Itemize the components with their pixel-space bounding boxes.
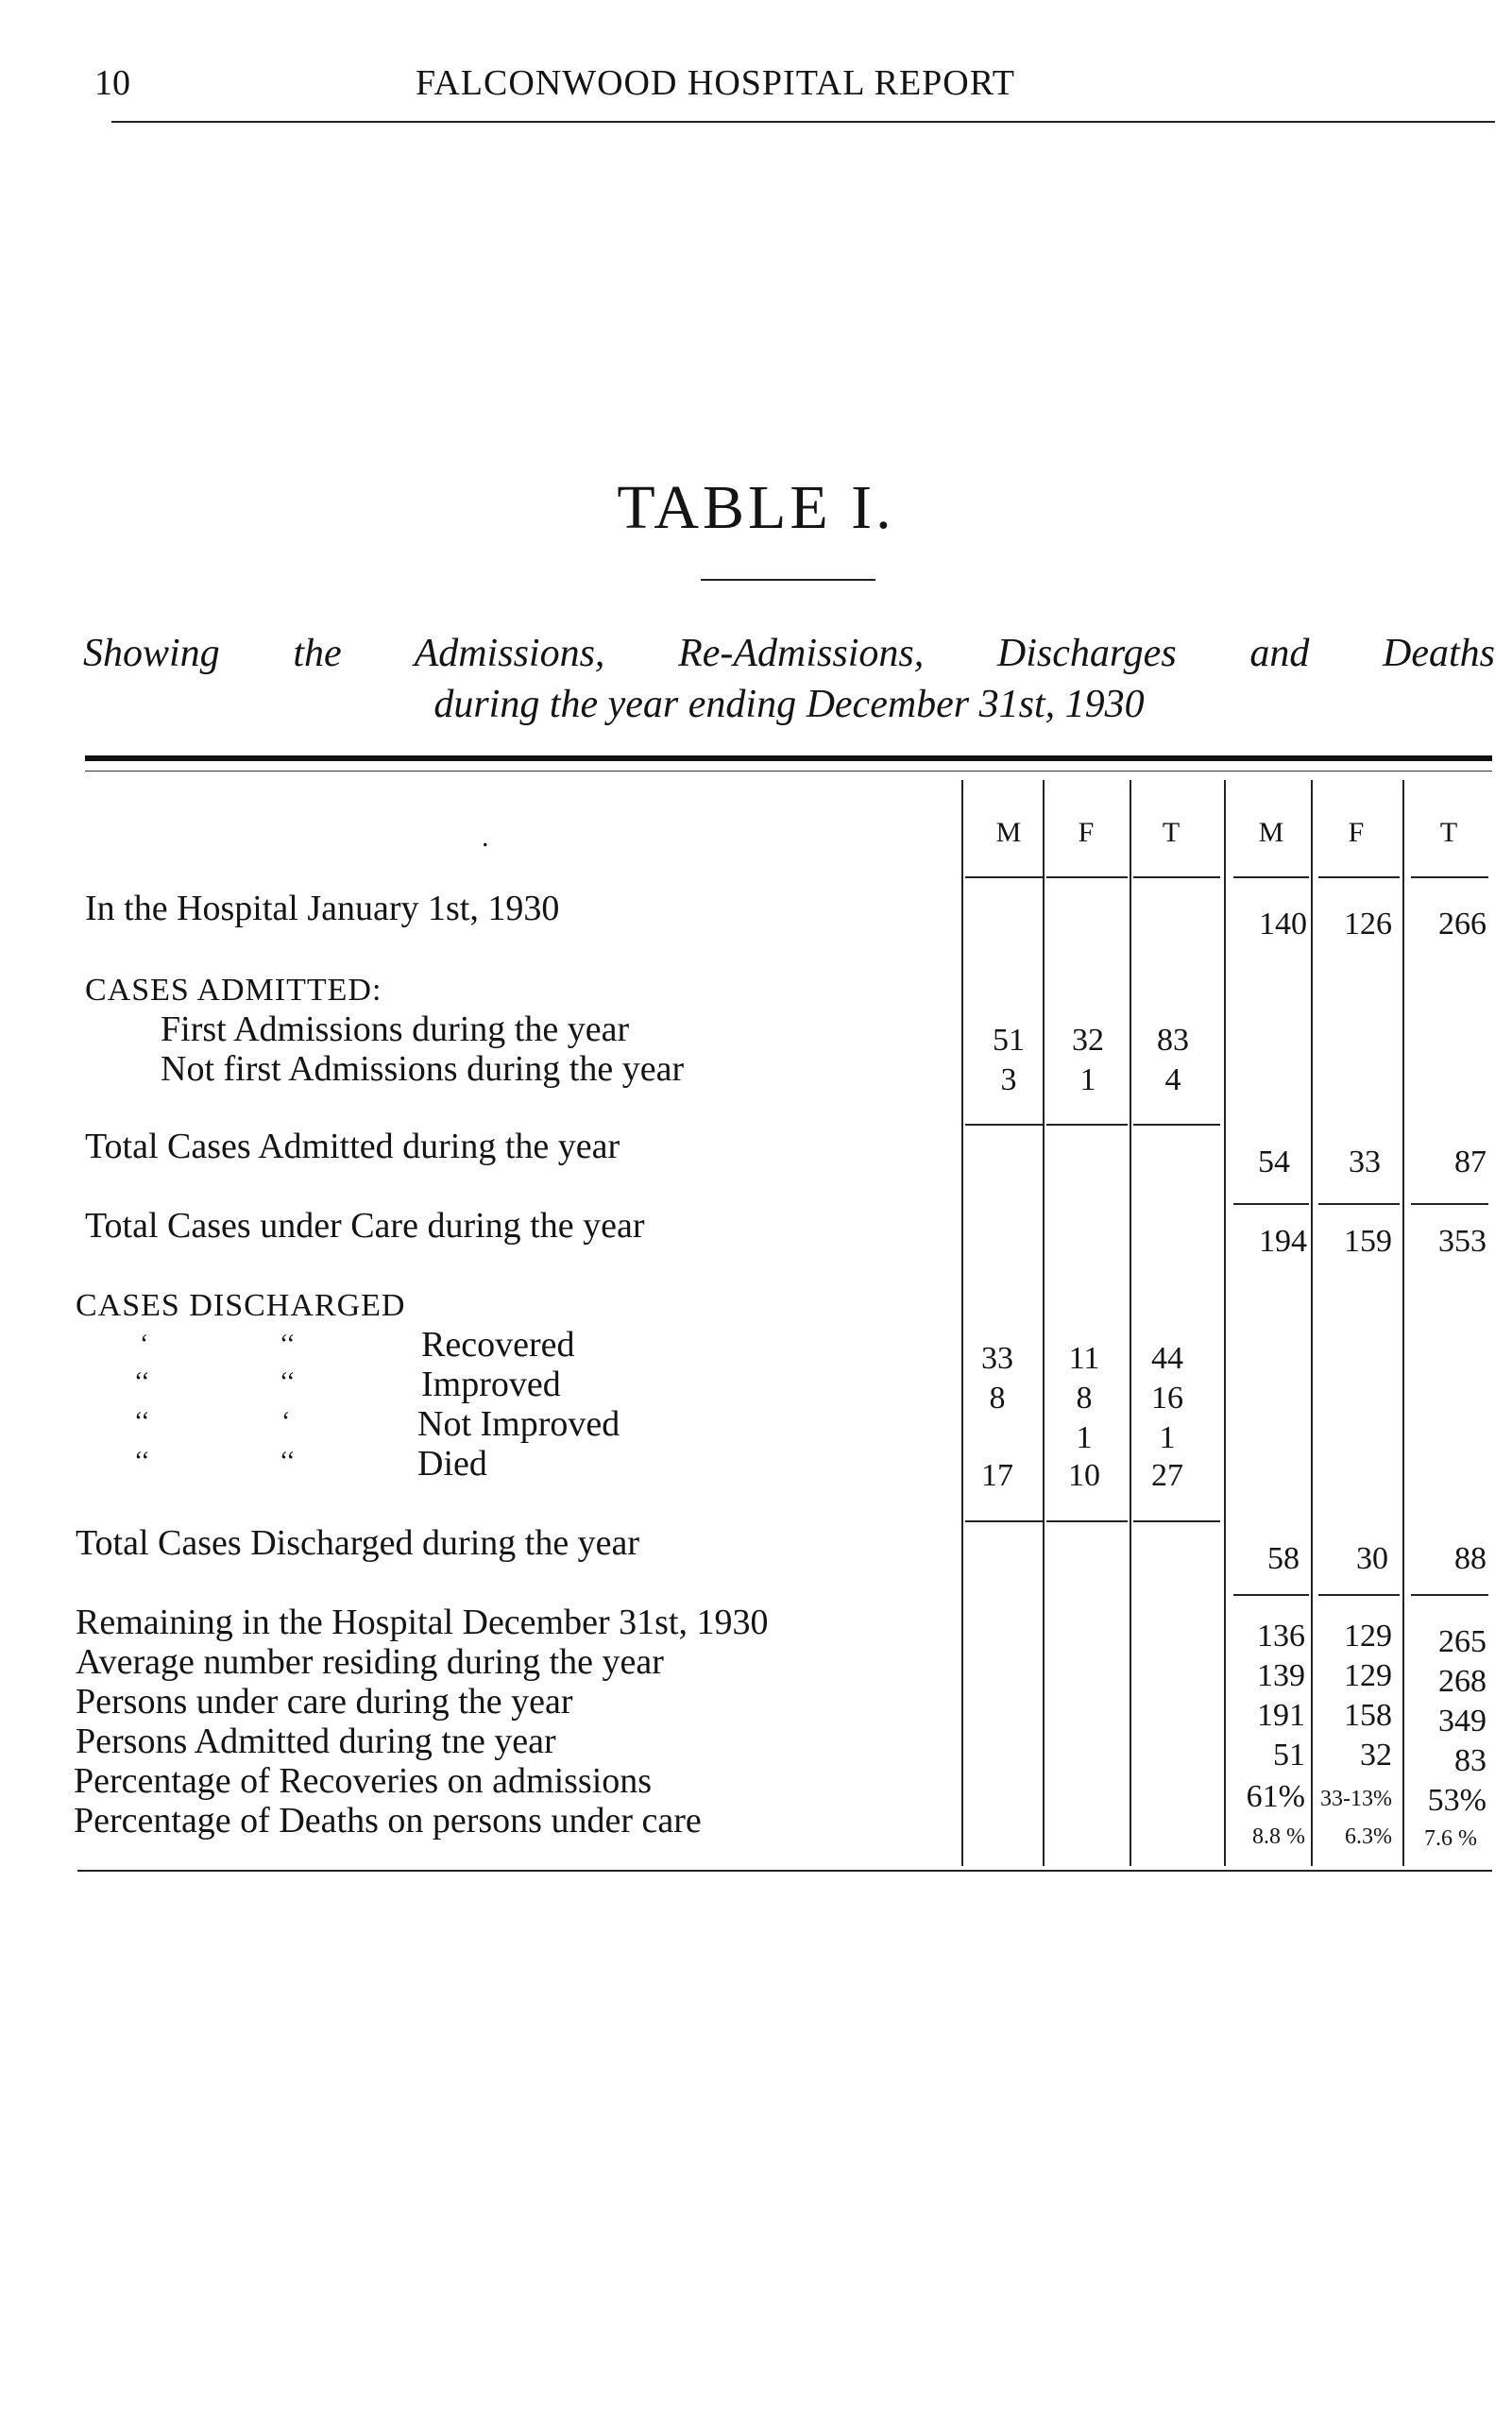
subtotal-rule bbox=[1318, 1203, 1400, 1205]
cell-recovered-m: 33 bbox=[981, 1341, 1013, 1376]
page-number: 10 bbox=[94, 63, 130, 103]
header-underline bbox=[1411, 876, 1488, 878]
cell-remaining-dec-t: 265 bbox=[1438, 1624, 1487, 1659]
row-label-pct-recoveries: Percentage of Recoveries on admissions bbox=[74, 1761, 653, 1801]
subtotal-rule bbox=[1233, 1203, 1309, 1205]
row-label-remaining-dec: Remaining in the Hospital December 31st, 1930 bbox=[76, 1603, 769, 1642]
cell-pct-deaths-f: 6.3% bbox=[1345, 1824, 1392, 1849]
cell-not-first-admissions-f: 1 bbox=[1079, 1062, 1096, 1097]
row-label-first-admissions: First Admissions during the year bbox=[161, 1009, 630, 1049]
cell-total-discharged-t: 88 bbox=[1454, 1541, 1487, 1576]
ditto-mark: ‘‘ bbox=[280, 1367, 296, 1397]
cell-persons-under-care-t: 349 bbox=[1438, 1704, 1487, 1739]
section-cases-discharged: CASES DISCHARGED bbox=[76, 1288, 406, 1323]
ditto-mark: ‘‘ bbox=[134, 1367, 150, 1397]
cell-average-residing-t: 268 bbox=[1438, 1664, 1487, 1699]
cell-total-under-care-m: 194 bbox=[1259, 1224, 1307, 1259]
subtotal-rule bbox=[1411, 1203, 1488, 1205]
ditto-mark: ‘‘ bbox=[134, 1407, 150, 1436]
cell-pct-recoveries-f: 33-13% bbox=[1320, 1787, 1392, 1811]
cell-total-discharged-m: 58 bbox=[1267, 1541, 1300, 1576]
row-label-average-residing: Average number residing during the year bbox=[76, 1642, 664, 1682]
subtotal-rule bbox=[1046, 1124, 1128, 1126]
row-label-persons-admitted: Persons Admitted during tne year bbox=[76, 1722, 556, 1761]
cell-total-under-care-t: 353 bbox=[1438, 1224, 1487, 1259]
cell-total-under-care-f: 159 bbox=[1344, 1224, 1392, 1259]
table-subtitle-line-2: during the year ending December 31st, 1930 bbox=[433, 683, 1145, 726]
ditto-mark: ‘‘ bbox=[280, 1330, 296, 1359]
row-label-improved: Improved bbox=[421, 1365, 561, 1404]
table-title: TABLE I. bbox=[617, 473, 895, 542]
cell-not-improved-f: 1 bbox=[1076, 1420, 1093, 1455]
cell-not-improved-t: 1 bbox=[1159, 1420, 1176, 1455]
table-top-rule-thick bbox=[85, 755, 1492, 761]
cell-persons-admitted-t: 83 bbox=[1454, 1743, 1487, 1778]
cell-improved-t: 16 bbox=[1151, 1381, 1183, 1416]
header-rule bbox=[111, 121, 1495, 123]
row-label-in-hospital-jan: In the Hospital January 1st, 1930 bbox=[85, 889, 560, 928]
cell-first-admissions-t: 83 bbox=[1157, 1023, 1189, 1058]
col-head-right-f: F bbox=[1348, 817, 1365, 848]
header-dot: . bbox=[482, 822, 489, 853]
cell-average-residing-f: 129 bbox=[1344, 1658, 1392, 1693]
cell-total-discharged-f: 30 bbox=[1356, 1541, 1388, 1576]
cell-pct-deaths-m: 8.8 % bbox=[1252, 1824, 1305, 1849]
cell-improved-m: 8 bbox=[989, 1381, 1006, 1416]
cell-not-first-admissions-m: 3 bbox=[1000, 1062, 1017, 1097]
col-head-left-m: M bbox=[995, 817, 1022, 848]
cell-persons-under-care-f: 158 bbox=[1344, 1698, 1392, 1733]
cell-persons-under-care-m: 191 bbox=[1257, 1698, 1305, 1733]
subtotal-rule bbox=[1233, 1594, 1309, 1596]
ditto-mark: ‘ bbox=[281, 1407, 291, 1436]
cell-in-hospital-jan-m: 140 bbox=[1259, 907, 1307, 942]
row-label-not-improved: Not Improved bbox=[417, 1404, 620, 1444]
row-label-died: Died bbox=[417, 1444, 487, 1484]
ditto-mark: ‘ bbox=[140, 1330, 149, 1359]
subtotal-rule bbox=[1318, 1594, 1400, 1596]
header-underline bbox=[965, 876, 1043, 878]
row-label-recovered: Recovered bbox=[421, 1325, 575, 1365]
running-title: FALCONWOOD HOSPITAL REPORT bbox=[416, 63, 1016, 103]
subtotal-rule bbox=[965, 1520, 1043, 1522]
cell-remaining-dec-f: 129 bbox=[1344, 1619, 1392, 1654]
cell-total-admitted-f: 33 bbox=[1349, 1145, 1381, 1179]
table-subtitle-line-1: Showing the Admissions, Re-Admissions, Discharges and Deaths bbox=[83, 632, 1495, 675]
header-underline bbox=[1318, 876, 1400, 878]
cell-pct-deaths-t: 7.6 % bbox=[1424, 1826, 1477, 1851]
cell-died-m: 17 bbox=[981, 1458, 1013, 1493]
col-head-right-t: T bbox=[1439, 817, 1458, 848]
cell-first-admissions-f: 32 bbox=[1072, 1023, 1104, 1058]
cell-remaining-dec-m: 136 bbox=[1257, 1619, 1305, 1654]
row-label-total-under-care: Total Cases under Care during the year bbox=[85, 1206, 645, 1246]
col-head-right-m: M bbox=[1258, 817, 1284, 848]
cell-died-t: 27 bbox=[1151, 1458, 1183, 1493]
title-rule bbox=[701, 579, 875, 581]
row-label-not-first-admissions: Not first Admissions during the year bbox=[161, 1049, 685, 1089]
cell-total-admitted-t: 87 bbox=[1454, 1145, 1487, 1179]
ditto-mark: ‘‘ bbox=[280, 1447, 296, 1476]
cell-not-first-admissions-t: 4 bbox=[1164, 1062, 1181, 1097]
subtotal-rule bbox=[1133, 1124, 1220, 1126]
cell-total-admitted-m: 54 bbox=[1258, 1145, 1290, 1179]
cell-died-f: 10 bbox=[1068, 1458, 1100, 1493]
cell-persons-admitted-f: 32 bbox=[1360, 1738, 1392, 1773]
header-underline bbox=[1046, 876, 1128, 878]
cell-improved-f: 8 bbox=[1076, 1381, 1093, 1416]
subtotal-rule bbox=[965, 1124, 1043, 1126]
cell-pct-recoveries-t: 53% bbox=[1427, 1783, 1487, 1818]
column-divider bbox=[1130, 780, 1131, 1866]
column-divider bbox=[961, 780, 963, 1866]
cell-pct-recoveries-m: 61% bbox=[1246, 1779, 1305, 1814]
row-label-total-admitted: Total Cases Admitted during the year bbox=[85, 1127, 620, 1166]
subtotal-rule bbox=[1133, 1520, 1220, 1522]
cell-in-hospital-jan-t: 266 bbox=[1438, 907, 1487, 942]
cell-recovered-f: 11 bbox=[1068, 1341, 1100, 1376]
row-label-persons-under-care: Persons under care during the year bbox=[76, 1682, 573, 1722]
table-bottom-rule bbox=[77, 1870, 1492, 1872]
column-divider bbox=[1043, 780, 1045, 1866]
cell-recovered-t: 44 bbox=[1151, 1341, 1183, 1376]
col-head-left-t: T bbox=[1162, 817, 1181, 848]
section-cases-admitted: CASES ADMITTED: bbox=[85, 973, 382, 1008]
cell-persons-admitted-m: 51 bbox=[1273, 1738, 1305, 1773]
cell-in-hospital-jan-f: 126 bbox=[1344, 907, 1392, 942]
header-underline bbox=[1133, 876, 1220, 878]
subtotal-rule bbox=[1411, 1594, 1488, 1596]
row-label-total-discharged: Total Cases Discharged during the year bbox=[76, 1523, 640, 1563]
col-head-left-f: F bbox=[1078, 817, 1095, 848]
ditto-mark: ‘‘ bbox=[134, 1447, 150, 1476]
subtotal-rule bbox=[1046, 1520, 1128, 1522]
cell-first-admissions-m: 51 bbox=[993, 1023, 1025, 1058]
cell-average-residing-m: 139 bbox=[1257, 1658, 1305, 1693]
table-top-rule-thin bbox=[85, 771, 1492, 772]
row-label-pct-deaths: Percentage of Deaths on persons under care bbox=[74, 1801, 702, 1841]
header-underline bbox=[1233, 876, 1309, 878]
